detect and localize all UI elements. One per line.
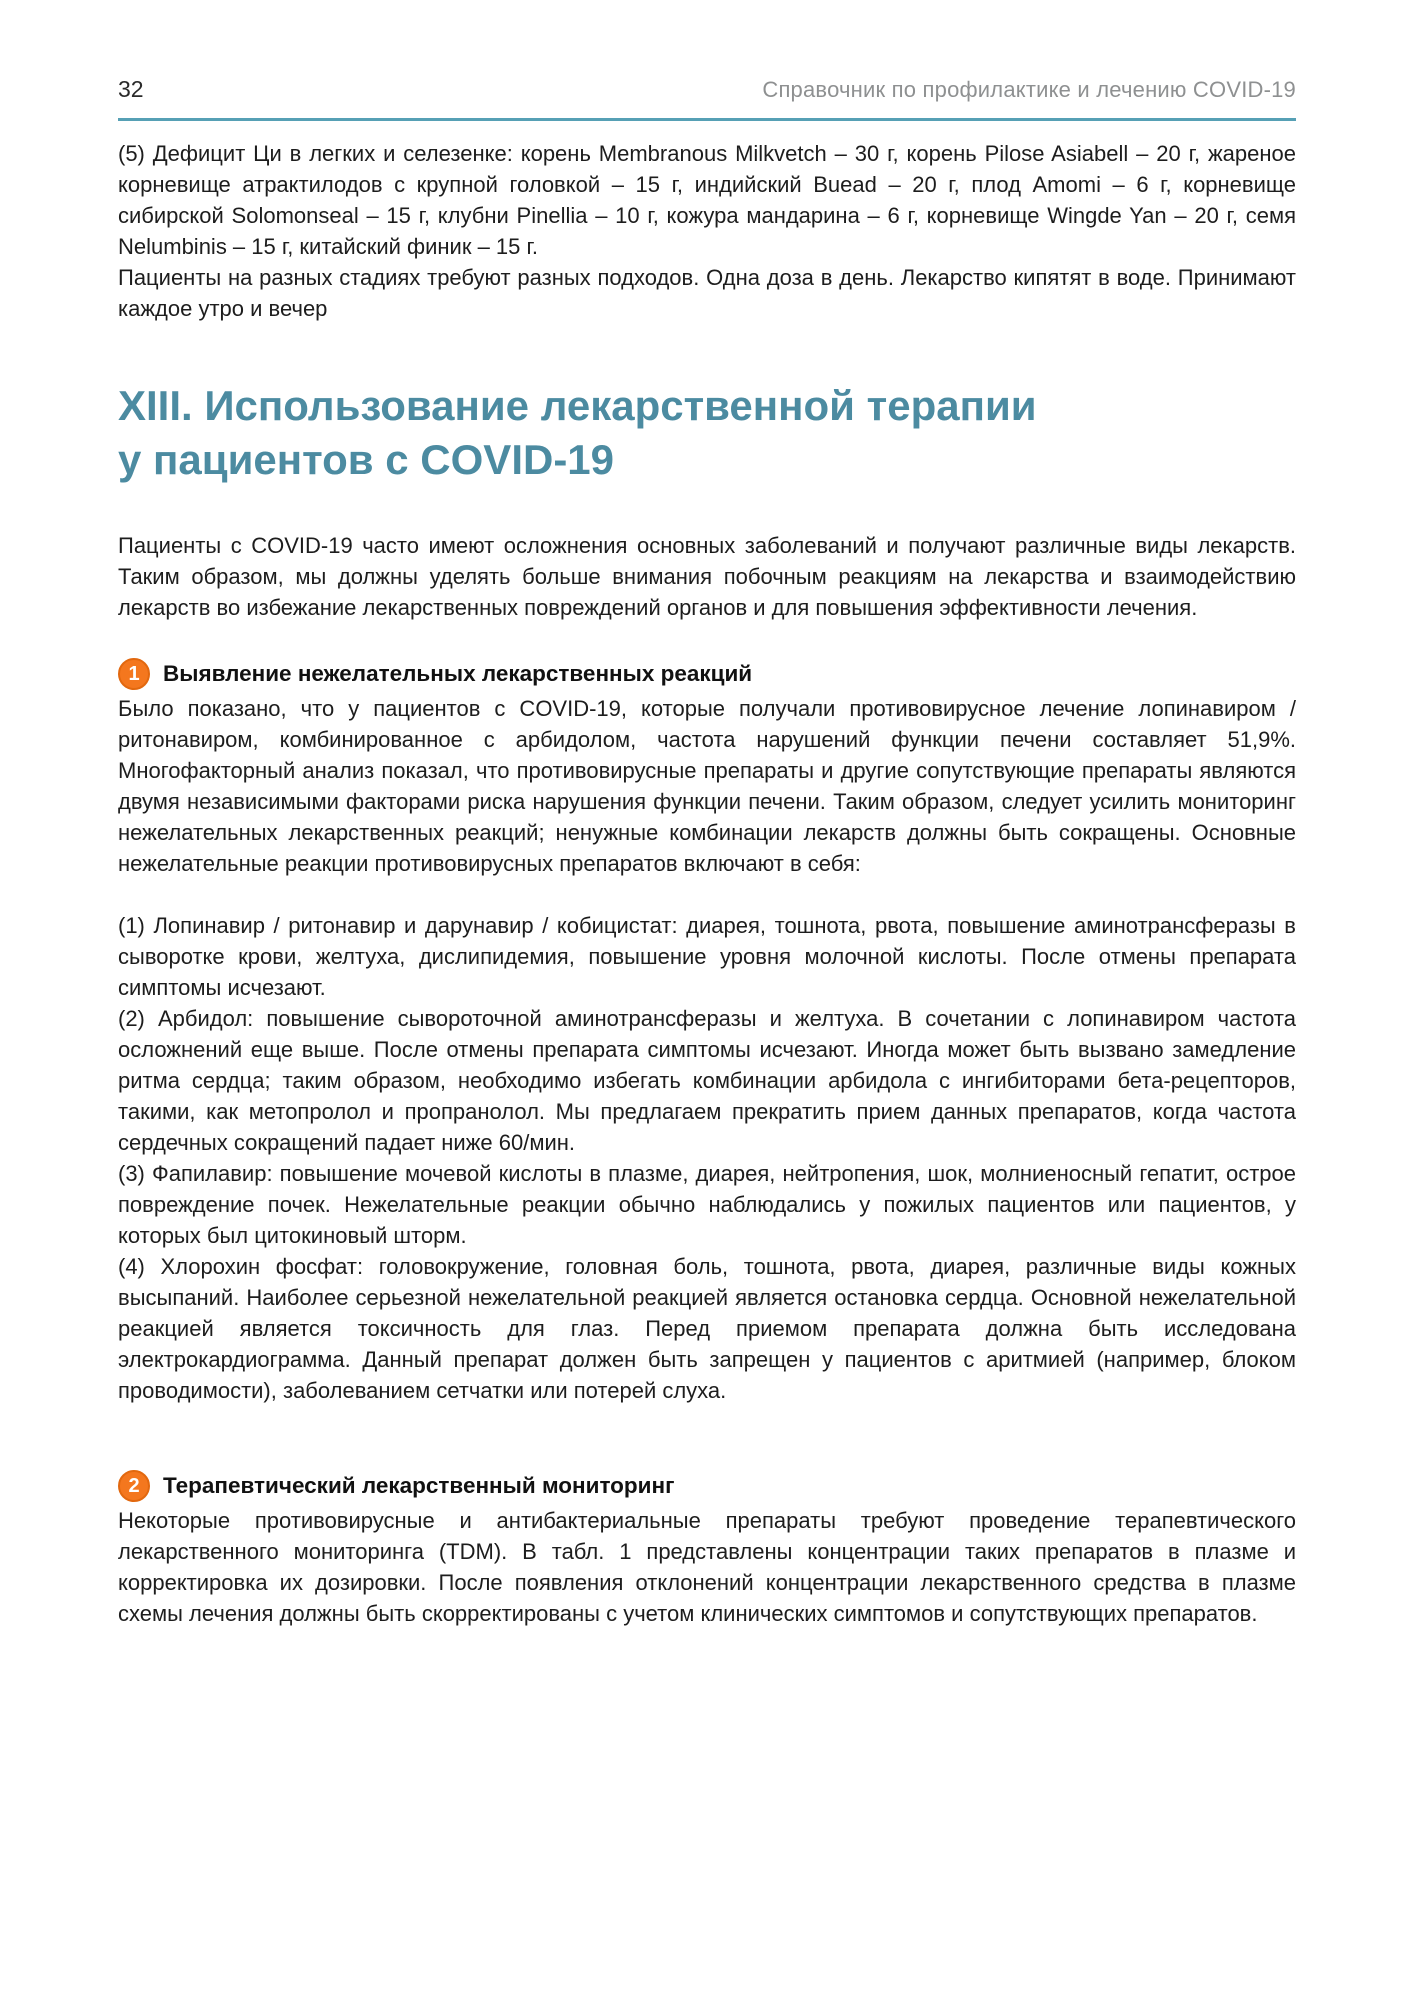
section-2-paragraph: Некоторые противовирусные и антибактериальные препараты требуют проведение терапевтического лекарственного мониторинга (TDM). В табл. 1 представлены концентрации таких препаратов в плазме и корректировка их дозировки. После появления отклонений концентрации лекарственного средства в плазме схемы лечения должны быть скорректированы с учетом клинических симптомов и сопутствующих препаратов. [118, 1508, 1296, 1626]
section-1-number-badge: 1 [118, 658, 150, 690]
section-2-number-badge: 2 [118, 1470, 150, 1502]
running-title: Справочник по профилактике и лечению COVID-19 [762, 77, 1296, 102]
dosage-paragraph: Пациенты на разных стадиях требуют разных подходов. Одна доза в день. Лекарство кипятят в воде. Принимают каждое утро и вечер [118, 265, 1296, 321]
adr-item-lopinavir: (1) Лопинавир / ритонавир и дарунавир / кобицистат: диарея, тошнота, рвота, повышение аминотрансферазы в сыворотке крови, желтуха, дислипидемия, повышение уровня молочной кислоты. После отмены препарата симптомы исчезают. [118, 913, 1296, 1000]
adr-item-chloroquine: (4) Хлорохин фосфат: головокружение, головная боль, тошнота, рвота, диарея, различные виды кожных высыпаний. Наиболее серьезной нежелательной реакцией является остановка сердца. Основной нежелательной реакцией является токсичность для глаз. Перед приемом препарата должна быть исследована электрокардиограмма. Данный препарат должен быть запрещен у пациентов с аритмией (например, блоком проводимости), заболеванием сетчатки или потерей слуха. [118, 1254, 1296, 1403]
adverse-reaction-list [118, 910, 1296, 1406]
section-therapeutic-drug-monitoring [118, 1470, 1296, 1629]
section-2-title: Терапевтический лекарственный мониторинг [163, 1473, 675, 1498]
section-2-heading-row [118, 1470, 1296, 1502]
section-1-heading-row [118, 658, 1296, 690]
page-number: 32 [118, 76, 144, 102]
adr-item-arbidol: (2) Арбидол: повышение сывороточной аминотрансферазы и желтуха. В сочетании с лопинавиром частота осложнений еще выше. После отмены препарата симптомы исчезают. Иногда может быть вызвано замедление ритма сердца; таким образом, необходимо избегать комбинации арбидола с ингибиторами бета-рецепторов, такими, как метопролол и пропранолол. Мы предлагаем прекратить прием данных препаратов, когда частота сердечных сокращений падает ниже 60/мин. [118, 1006, 1296, 1155]
section-1-title: Выявление нежелательных лекарственных реакций [163, 661, 753, 686]
adr-item-fapilavir: (3) Фапилавир: повышение мочевой кислоты в плазме, диарея, нейтропения, шок, молниеносный гепатит, острое повреждение почек. Нежелательные реакции обычно наблюдались у пожилых пациентов или пациентов, у которых был цитокиновый шторм. [118, 1161, 1296, 1248]
recipe-paragraph: (5) Дефицит Ци в легких и селезенке: корень Membranous Milkvetch – 30 г, корень Pilose Asiabell – 20 г, жареное корневище атрактилодов с крупной головкой – 15 г, индийский Buead – 20 г, плод Amomi – 6 г, корневище сибирской Solomonseal – 15 г, клубни Pinellia – 10 г, кожура мандарина – 6 г, корневище Wingde Yan – 20 г, семя Nelumbinis – 15 г, китайский финик – 15 г. [118, 141, 1296, 259]
chapter-title-line-2: у пациентов с COVID-19 [118, 436, 615, 483]
section-adverse-drug-reactions [118, 658, 1296, 1406]
section-1-paragraph: Было показано, что у пациентов с COVID-19, которые получали противовирусное лечение лопинавиром / ритонавиром, комбинированное с арбидолом, частота нарушений функции печени составляет 51,9%. Многофакторный анализ показал, что противовирусные препараты и другие сопутствующие препараты являются двумя независимыми факторами риска нарушения функции печени. Таким образом, следует усилить мониторинг нежелательных лекарственных реакций; ненужные комбинации лекарств должны быть сокращены. Основные нежелательные реакции противовирусных препаратов включают в себя: [118, 696, 1296, 876]
chapter-title [118, 379, 1296, 487]
chapter-title-line-1: XIII. Использование лекарственной терапии [118, 382, 1037, 429]
running-header [118, 76, 1296, 121]
chapter-lead-paragraph: Пациенты с COVID-19 часто имеют осложнения основных заболеваний и получают различные виды лекарств. Таким образом, мы должны уделять больше внимания побочным реакциям на лекарства и взаимодействию лекарств во избежание лекарственных повреждений органов и для повышения эффективности лечения. [118, 533, 1296, 620]
